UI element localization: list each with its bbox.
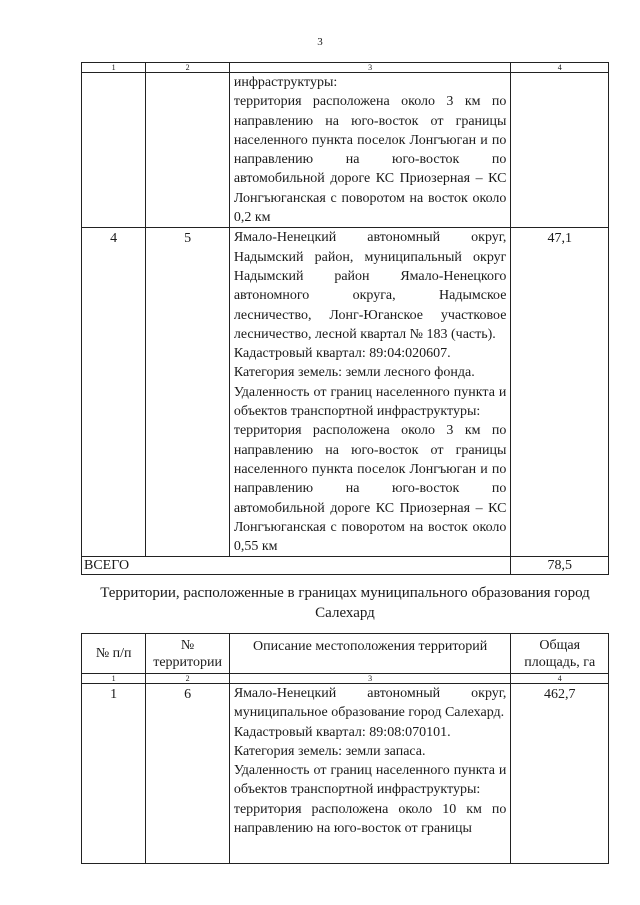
page-number: 3 <box>317 36 323 48</box>
location-description <box>229 684 511 864</box>
column-index: 2 <box>146 63 229 73</box>
column-header: Общая площадь, га <box>511 634 609 674</box>
total-area <box>511 73 609 228</box>
table-header-row <box>82 634 609 674</box>
column-index: 2 <box>146 674 229 684</box>
column-index-row <box>82 63 609 73</box>
row-number: 4 <box>82 228 146 557</box>
location-description <box>229 73 511 228</box>
row-number: 1 <box>82 684 146 864</box>
total-value: 78,5 <box>511 557 609 575</box>
section-title: Территории, расположенные в границах муниципального образования город Салехард <box>100 585 590 621</box>
row-number <box>82 73 146 228</box>
table-row <box>82 684 609 864</box>
table-row-continuation <box>82 73 609 228</box>
column-index: 4 <box>511 674 609 684</box>
territory-number: 5 <box>146 228 229 557</box>
total-row <box>82 557 609 575</box>
territory-number <box>146 73 229 228</box>
column-index: 1 <box>82 674 146 684</box>
territory-table-salekhard <box>81 633 609 864</box>
description-line: Удаленность от границ населенного пункта и объектов транспортной инфраструктуры: <box>233 763 507 798</box>
column-index: 3 <box>229 674 511 684</box>
description-line: Категория земель: земли лесного фонда. <box>233 365 475 381</box>
column-header: Описание местоположения территорий <box>229 634 511 674</box>
total-label: ВСЕГО <box>82 557 511 575</box>
description-line: территория расположена около 3 км по направлению на юго-восток от границы населенного пункта поселок Лонгъюган и по направлению на юго-восток по автомобильной дороге КС Приозерная – КС Лонгъюганская с поворотом на восток около 0,55 км <box>233 423 507 555</box>
description-line: Кадастровый квартал: 89:08:070101. <box>233 724 451 740</box>
column-index: 1 <box>82 63 146 73</box>
description-line: Ямало-Ненецкий автономный округ, Надымский район, муниципальный округ Надымский район Ямало-Ненецкого автономного округа, Надымское лесничество, Лонг-Юганское участковое лесничество, лесной квартал № 183 (часть). <box>233 230 507 342</box>
column-header: № п/п <box>82 634 146 674</box>
description-line: территория расположена около 3 км по направлению на юго-восток от границы населенного пункта поселок Лонгъюган и по направлению на юго-восток по автомобильной дороге КС Приозерная – КС Лонгъюганская с поворотом на восток около 0,2 км <box>233 94 507 226</box>
description-line: Удаленность от границ населенного пункта и объектов транспортной инфраструктуры: <box>233 384 507 420</box>
territory-table-nadym <box>81 62 609 575</box>
description-line: Категория земель: земли запаса. <box>233 743 426 759</box>
description-line: Кадастровый квартал: 89:04:020607. <box>233 346 451 362</box>
territory-number: 6 <box>146 684 229 864</box>
description-line: инфраструктуры: <box>233 75 338 90</box>
total-area: 462,7 <box>511 684 609 864</box>
description-line: территория расположена около 10 км по направлению на юго-восток от границы <box>233 801 507 837</box>
description-line: Ямало-Ненецкий автономный округ, муниципальное образование город Салехард. <box>233 686 507 721</box>
column-index: 4 <box>511 63 609 73</box>
location-description <box>229 228 511 557</box>
column-header: № территории <box>146 634 229 674</box>
column-index: 3 <box>229 63 511 73</box>
column-index-row <box>82 674 609 684</box>
table-row <box>82 228 609 557</box>
total-area: 47,1 <box>511 228 609 557</box>
